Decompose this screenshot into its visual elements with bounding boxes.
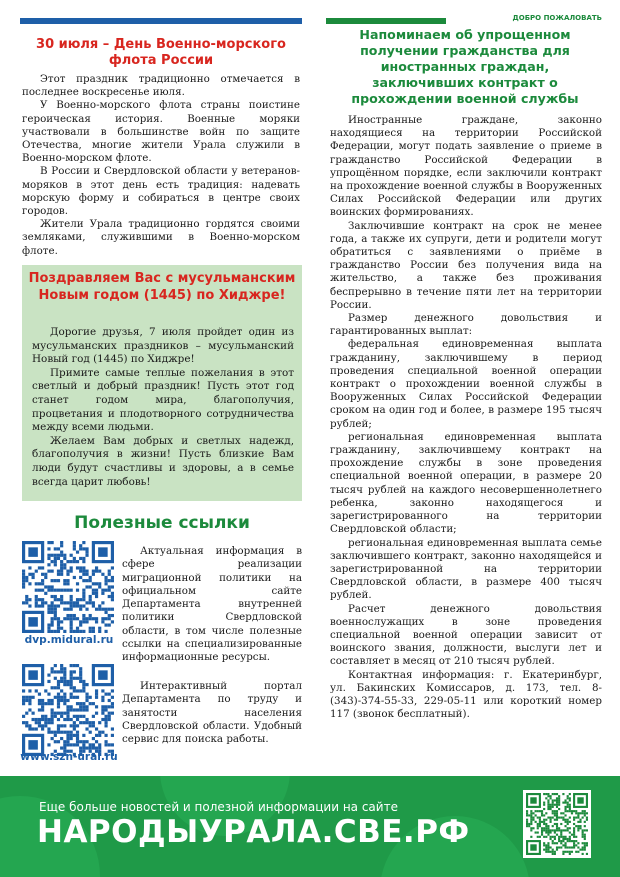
- citizenship-paragraph: Расчет денежного довольствия военнослужащих в зоне проведения специальной военной операции зависит от воинского звания, должности, выслуги лет и составляет в месяц от 210 тысяч рублей.: [330, 602, 602, 668]
- greeting-article: [32, 326, 294, 489]
- links-title: Полезные ссылки: [74, 513, 250, 533]
- citizenship-paragraph: Заключившие контракт на срок не менее года, а также их супруги, дети и родители могут обратиться с заявлениями о приёме в гражданство России без получения вида на жительство, а также без проживания беспрерывно в течение пяти лет на территории России.: [330, 219, 602, 311]
- header-bar-blue: [20, 18, 302, 24]
- footer-tagline: Еще больше новостей и полезной информации на сайте: [39, 800, 398, 814]
- greeting-paragraph: Дорогие друзья, 7 июля пройдет один из мусульманских праздников – мусульманский Новый год (1445) по Хиджре!: [32, 326, 294, 366]
- citizenship-paragraph: Размер денежного довольствия и гарантированных выплат:: [330, 312, 602, 338]
- citizenship-paragraph: региональная единовременная выплата семье заключившего контракт, законно находящейся и зарегистрированной на территории Свердловской области, в размере 400 тысяч рублей.: [330, 536, 602, 602]
- link-description: Актуальная информация в сфере реализации миграционной политики на официальном сайте Департамента внутренней политики Свердловской области, в том числе полезные ссылки на специализированные информационные ресурсы.: [122, 545, 302, 664]
- navy-day-article: [22, 73, 300, 258]
- navy-day-paragraph: В России и Свердловской области у ветеранов-моряков в этот день есть традиция: надевать морскую форму и собираться в центре своих городов.: [22, 165, 300, 218]
- navy-day-paragraph: У Военно-морского флота страны поистине героическая история. Военные моряки участвовали в большинстве войн по защите Отечества, многие жители Урала служили в Военно-морском флоте.: [22, 99, 300, 165]
- navy-day-paragraph: Жители Урала традиционно гордятся своими земляками, служившими в Военно-морском флоте.: [22, 218, 300, 257]
- link-dvp[interactable]: dvp.midural.ru: [24, 634, 114, 646]
- navy-day-title: 30 июля – День Военно-морского флота России: [36, 37, 286, 68]
- footer-site-link[interactable]: НАРОДЫУРАЛА.СВЕ.РФ: [37, 814, 470, 850]
- qr-code-icon[interactable]: [22, 664, 114, 756]
- greeting-title: Поздравляем Вас с мусульманским Новым годом (1445) по Хиджре!: [28, 271, 296, 303]
- link-szn[interactable]: www.szn-ural.ru: [20, 751, 118, 763]
- qr-code-icon[interactable]: [523, 790, 591, 858]
- link-description: Интерактивный портал Департамента по труду и занятости населения Свердловской области. Удобный сервис для поиска работы.: [122, 680, 302, 746]
- welcome-label: ДОБРО ПОЖАЛОВАТЬ: [446, 13, 604, 24]
- qr-code-icon[interactable]: [22, 541, 114, 633]
- greeting-paragraph: Примите самые теплые пожелания в этот светлый и добрый праздник! Пусть этот год станет годом мира, благополучия, процветания и плодотворного сотрудничества между всеми людьми.: [32, 366, 294, 434]
- citizenship-paragraph: Иностранные граждане, законно находящиеся на территории Российской Федерации, могут подать заявление о приеме в гражданство Российской Федерации в упрощённом порядке, если заключили контракт на прохождение военной службы в Вооруженных Силах Российской Федерации или других воинских формированиях.: [330, 114, 602, 219]
- greeting-paragraph: Желаем Вам добрых и светлых надежд, благополучия в жизни! Пусть близкие Вам люди будут счастливы и здоровы, а в семье всегда царит любовь!: [32, 434, 294, 488]
- citizenship-title: Напоминаем об упрощенном получении гражданства для иностранных граждан, заключивших контракт о прохождении военной службы: [351, 27, 579, 106]
- citizenship-paragraph: Контактная информация: г. Екатеринбург, ул. Бакинских Комиссаров, д. 173, тел. 8-(343)-374-55-33, 229-05-11 или короткий номер 117 (звонок бесплатный).: [330, 668, 602, 721]
- links-item-description: [122, 680, 302, 746]
- navy-day-paragraph: Этот праздник традиционно отмечается в последнее воскресенье июля.: [22, 73, 300, 99]
- citizenship-article: [330, 114, 602, 721]
- citizenship-paragraph: федеральная единовременная выплата гражданину, заключившему в период проведения специальной военной операции контракт о прохождении военной службы в Вооруженных Силах Российской Федерации сроком на один год и более, в размере 195 тысяч рублей;: [330, 338, 602, 430]
- citizenship-paragraph: региональная единовременная выплата гражданину, заключившему контракт на прохождение службы в зоне проведения специальной военной операции, в размере 20 тысяч рублей на каждого несовершеннолетнего ребенка, законно находящегося и зарегистрированного на территории Свердловской области;: [330, 430, 602, 536]
- links-item-description: [122, 545, 302, 665]
